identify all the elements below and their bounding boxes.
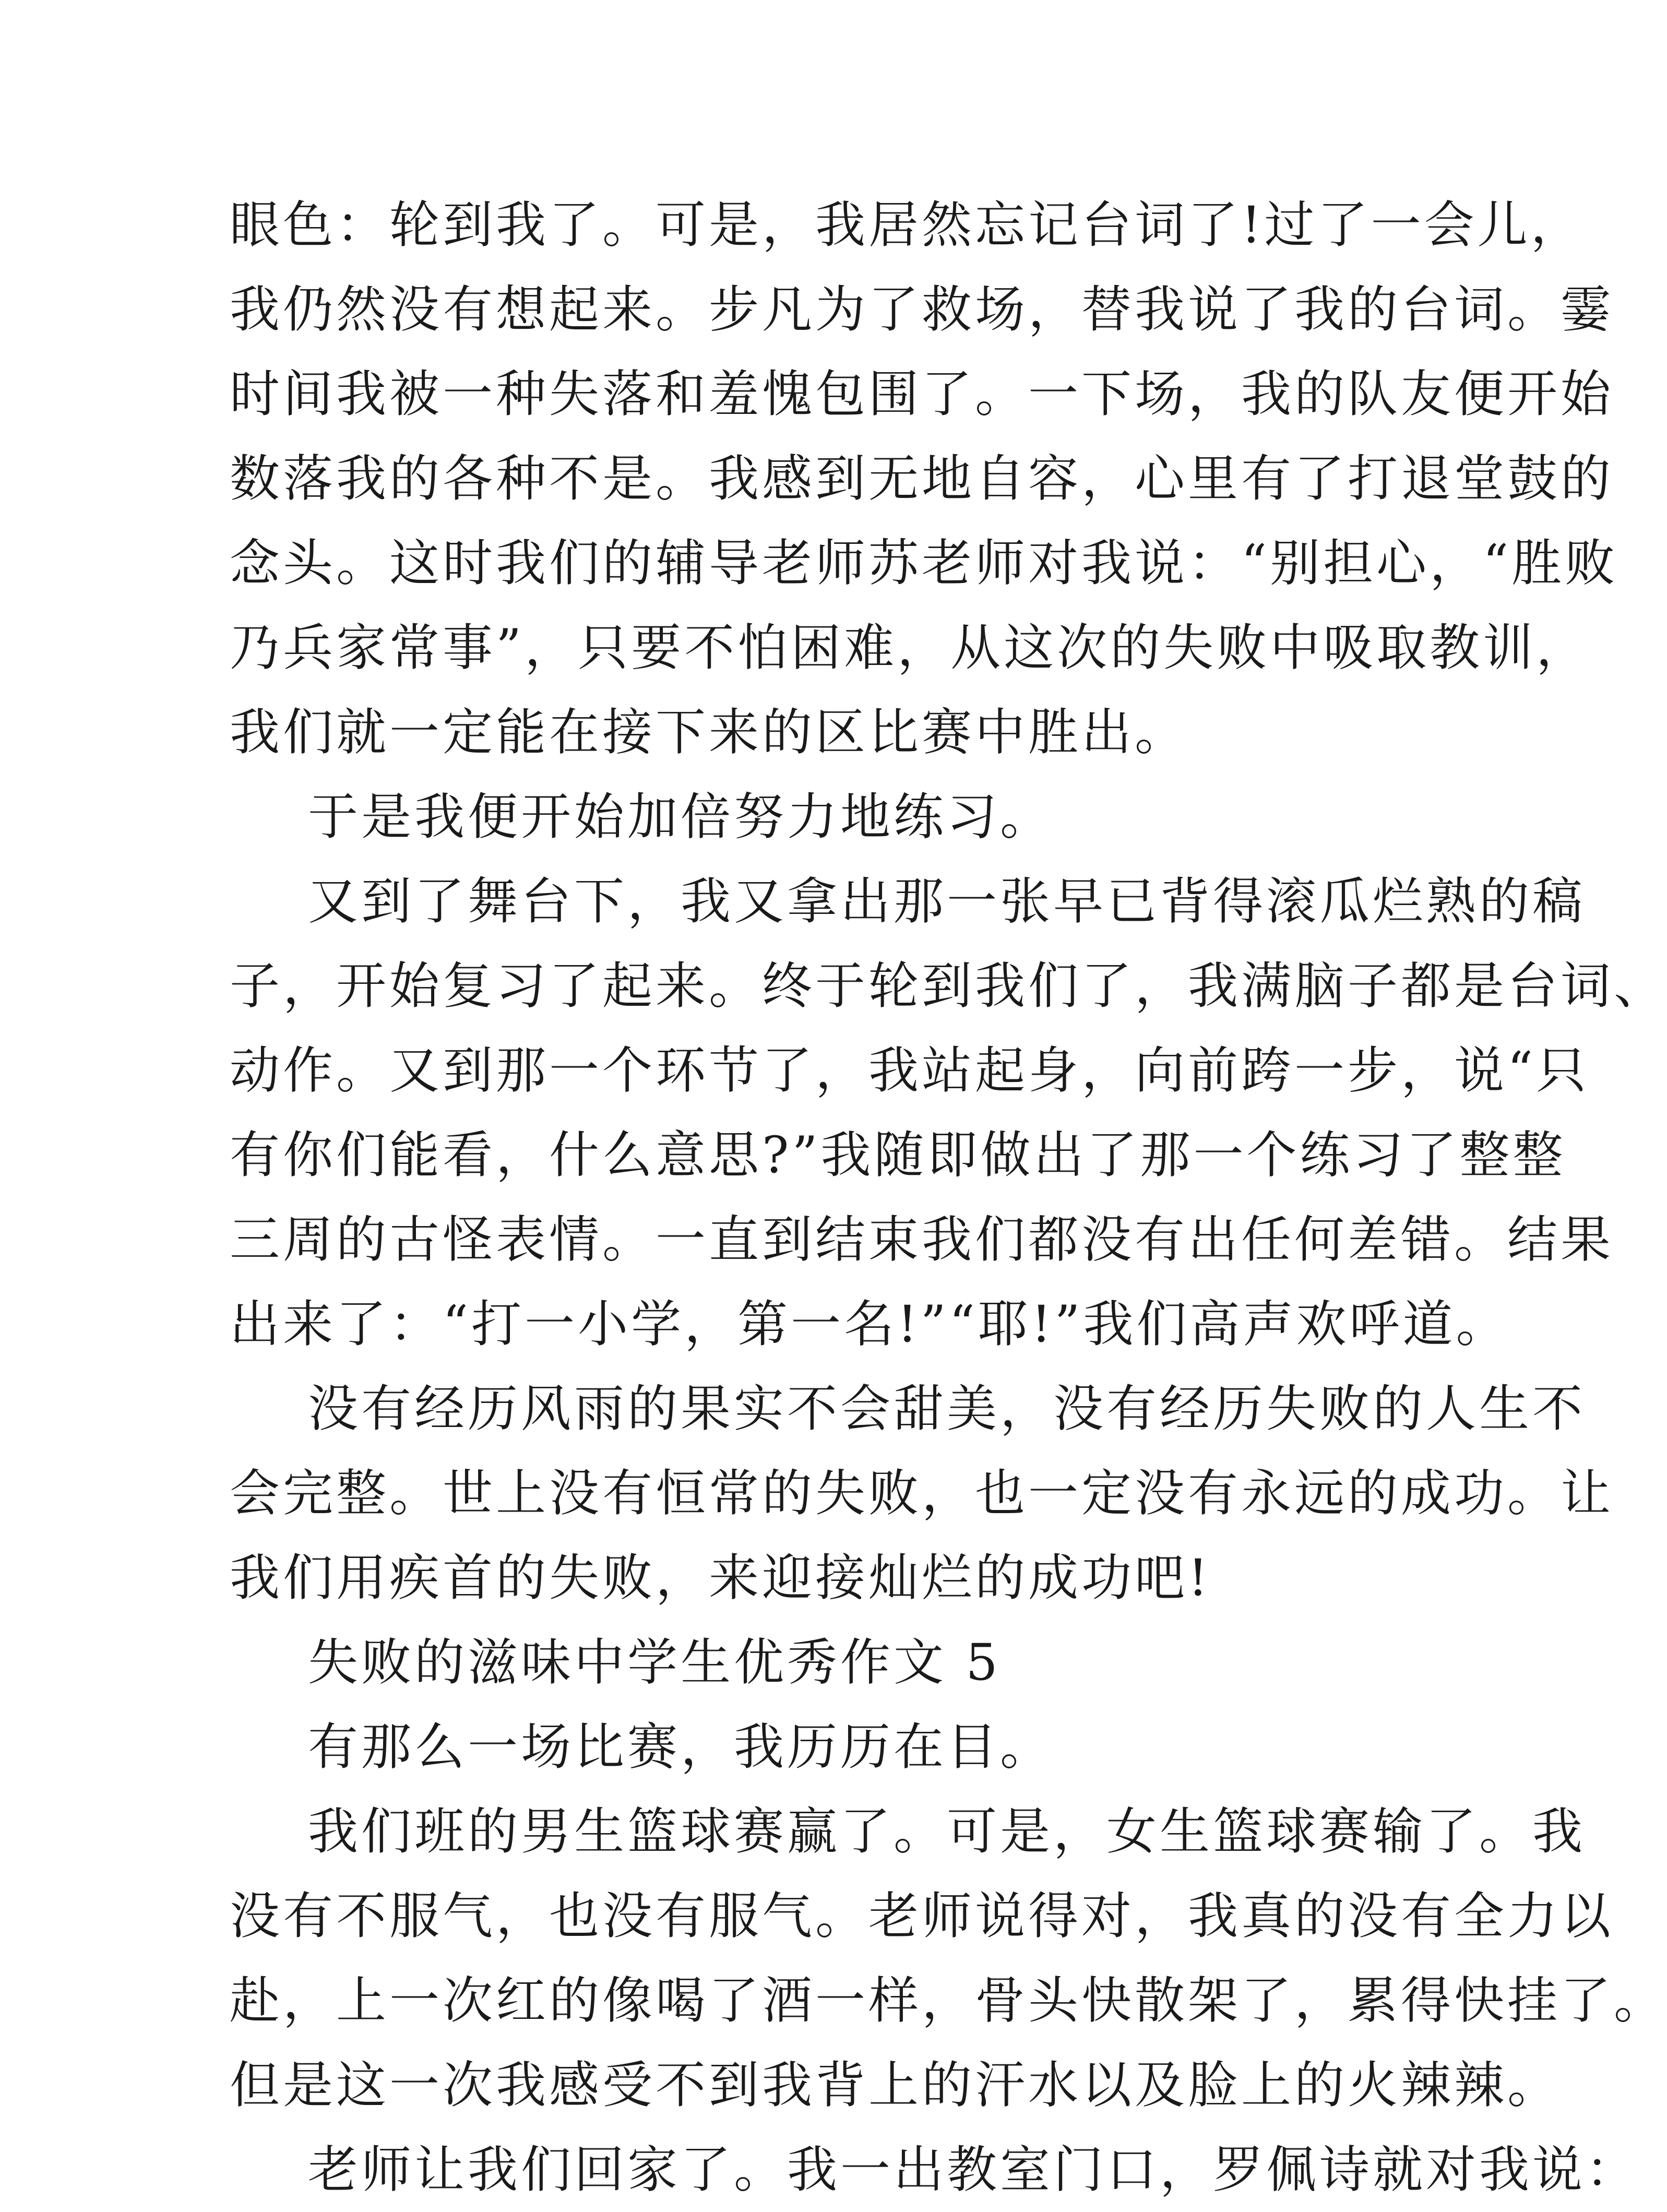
- paragraph: [230, 775, 1294, 859]
- paragraph: [230, 183, 1618, 775]
- document-body: [230, 183, 1667, 2212]
- text-line: 眼色：轮到我了。可是，我居然忘记台词了!过了一会儿，: [230, 196, 1584, 254]
- paragraph: [230, 1366, 1614, 1620]
- text-line: 有那么一场比赛，我历历在目。: [308, 1718, 1053, 1776]
- text-line: 失败的滋味中学生优秀作文 5: [308, 1633, 1001, 1692]
- text-line: 数落我的各种不是。我感到无地自容，心里有了打退堂鼓的: [230, 449, 1614, 508]
- text-line: 没有经历风雨的果实不会甜美，没有经历失败的人生不: [308, 1379, 1586, 1438]
- text-line: 没有不服气，也没有服气。老师说得对，我真的没有全力以: [230, 1887, 1614, 1945]
- text-line: 我们班的男生篮球赛赢了。可是，女生篮球赛输了。我: [308, 1802, 1586, 1861]
- paragraph: [230, 2127, 1639, 2212]
- text-line: 老师让我们回家了。我一出教室门口，罗佩诗就对我说：: [308, 2140, 1639, 2199]
- text-line: 出来了：“打一小学，第一名!”“耶!”我们高声欢呼道。: [230, 1295, 1509, 1353]
- text-line: 但是这一次我感受不到我背上的汗水以及脸上的火辣辣。: [230, 2056, 1561, 2114]
- text-line: 赴，上一次红的像喝了酒一样，骨头快散架了，累得快挂了。: [230, 1971, 1667, 2030]
- text-line: 有你们能看，什么意思?”我随即做出了那一个练习了整整: [230, 1126, 1566, 1184]
- text-line: 乃兵家常事”，只要不怕困难，从这次的失败中吸取教训，: [230, 619, 1590, 677]
- paragraph: [230, 1705, 1294, 1789]
- text-line: 又到了舞台下，我又拿出那一张早已背得滚瓜烂熟的稿: [308, 872, 1586, 931]
- text-line: 时间我被一种失落和羞愧包围了。一下场，我的队友便开始: [230, 365, 1614, 423]
- text-line: 子，开始复习了起来。终于轮到我们了，我满脑子都是台词、: [230, 957, 1667, 1015]
- text-line: 我仍然没有想起来。步凡为了救场，替我说了我的台词。霎: [230, 280, 1614, 339]
- text-line: 会完整。世上没有恒常的失败，也一定没有永远的成功。让: [230, 1464, 1614, 1523]
- paragraph: [230, 1789, 1667, 2127]
- text-line: 三周的古怪表情。一直到结束我们都没有出任何差错。结果: [230, 1210, 1614, 1269]
- paragraph: [230, 1620, 1294, 1705]
- text-line: 动作。又到那一个环节了，我站起身，向前跨一步，说“只: [230, 1041, 1590, 1100]
- text-line: 于是我便开始加倍努力地练习。: [308, 788, 1053, 846]
- paragraph: [230, 859, 1667, 1366]
- text-line: 我们就一定能在接下来的区比赛中胜出。: [230, 703, 1188, 762]
- text-line: 我们用疾首的失败，来迎接灿烂的成功吧!: [230, 1549, 1211, 1607]
- text-line: 念头。这时我们的辅导老师苏老师对我说：“别担心，“胜败: [230, 534, 1618, 592]
